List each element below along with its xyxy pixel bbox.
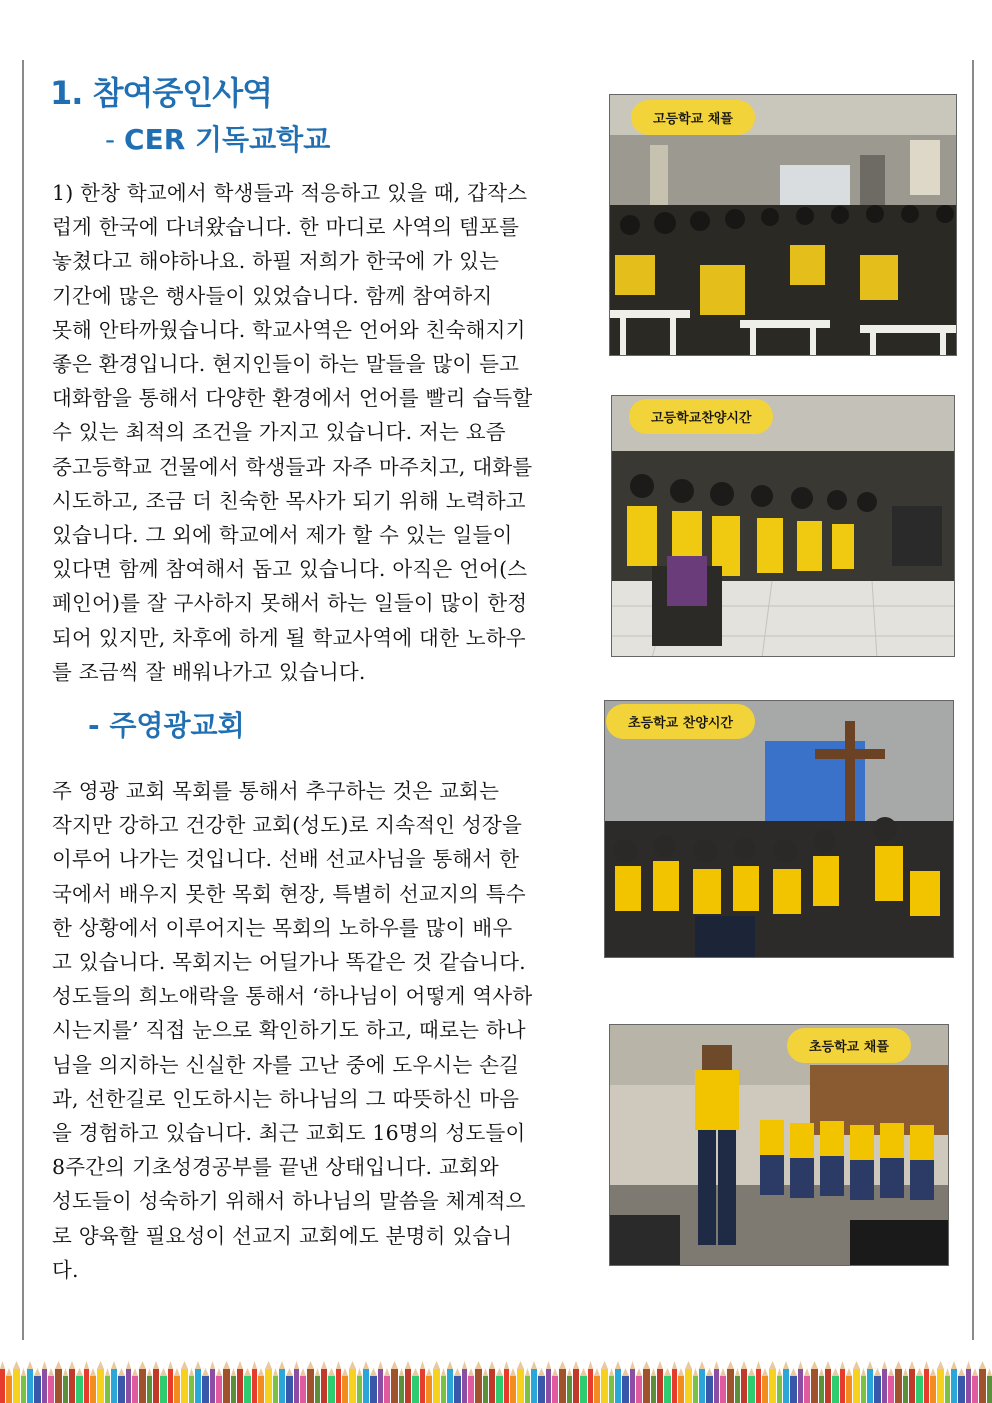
- paragraph-line: 한 상황에서 이루어지는 목회의 노하우를 많이 배우: [52, 915, 513, 940]
- paragraph-line: 성도들이 성숙하기 위해서 하나님의 말씀을 체계적으: [52, 1189, 526, 1214]
- paragraph-line: 고 있습니다. 목회지는 어딜가나 똑같은 것 같습니다.: [52, 950, 526, 975]
- paragraph-line: 를 조금씩 잘 배워나가고 있습니다.: [52, 659, 366, 684]
- pencil-border-decoration: [0, 1355, 992, 1403]
- photo-caption: 초등학교 채플: [787, 1028, 911, 1063]
- paragraph-line: 시도하고, 조금 더 친숙한 목사가 되기 위해 노력하고: [52, 488, 526, 513]
- paragraph-line: 주 영광 교회 목회를 통해서 추구하는 것은 교회는: [52, 779, 500, 803]
- students-worship-image: [612, 396, 955, 657]
- subheading-prefix: CER: [124, 123, 195, 156]
- paragraph-line: 로 양육할 필요성이 선교지 교회에도 분명히 있습니: [52, 1223, 513, 1248]
- subheading-dash: -: [88, 709, 110, 742]
- paragraph-line: 수 있는 최적의 조건을 가지고 있습니다. 저는 요즘: [52, 420, 506, 445]
- paragraph-line: 럽게 한국에 다녀왔습니다. 한 마디로 사역의 템포를: [52, 215, 520, 240]
- photo-elementary-chapel: [609, 1024, 949, 1266]
- photo-scene: [611, 395, 955, 657]
- photo-caption: 고등학교찬양시간: [629, 399, 773, 434]
- paragraph-line: 못해 안타까웠습니다. 학교사역은 언어와 친숙해지기: [52, 317, 526, 342]
- paragraph-line: 작지만 강하고 건강한 교회(성도)로 지속적인 성장을: [52, 813, 523, 838]
- paragraph-line: 8주간의 기초성경공부를 끝낸 상태입니다. 교회와: [52, 1155, 499, 1180]
- photo-elementary-worship: [604, 700, 954, 958]
- section-title: 1. 참여중인사역: [50, 74, 273, 112]
- subheading-name: 기독교학교: [195, 123, 331, 156]
- photo-high-school-chapel: [609, 94, 957, 356]
- paragraph-line: 님을 의지하는 신실한 자를 고난 중에 도우시는 손길: [52, 1052, 520, 1077]
- paragraph-line: 1) 한창 학교에서 학생들과 적응하고 있을 때, 갑작스: [52, 181, 528, 205]
- paragraph-line: 기간에 많은 행사들이 있었습니다. 함께 참여하지: [52, 283, 493, 308]
- children-worship-image: [605, 701, 954, 958]
- subheading-church: [88, 704, 245, 744]
- subheading-dash: -: [105, 123, 125, 156]
- paragraph-line: 있다면 함께 참여해서 돕고 있습니다. 아직은 언어(스: [52, 557, 528, 582]
- right-border-line: [972, 60, 974, 1340]
- church-ministry-paragraph: [52, 774, 604, 1287]
- paragraph-line: 국에서 배우지 못한 목회 현장, 특별히 선교지의 특수: [52, 881, 526, 906]
- left-border-line: [22, 60, 24, 1340]
- paragraph-line: 을 경험하고 있습니다. 최근 교회도 16명의 성도들이: [52, 1121, 526, 1146]
- subheading-name: 주영광교회: [109, 709, 245, 742]
- subheading-cer-school: [105, 118, 330, 158]
- photo-caption: 초등학교 찬양시간: [606, 704, 755, 739]
- paragraph-line: 다.: [52, 1257, 79, 1282]
- paragraph-line: 이루어 나가는 것입니다. 선배 선교사님을 통해서 한: [52, 847, 520, 872]
- paragraph-line: 놓쳤다고 해야하나요. 하필 저희가 한국에 가 있는: [52, 249, 500, 274]
- paragraph-line: 되어 있지만, 차후에 하게 될 학교사역에 대한 노하우: [52, 625, 526, 650]
- paragraph-line: 대화함을 통해서 다양한 환경에서 언어를 빨리 습득할: [52, 386, 533, 411]
- paragraph-line: 과, 선한길로 인도하시는 하나님의 그 따뜻하신 마음: [52, 1086, 520, 1111]
- photo-caption: 고등학교 채플: [631, 100, 755, 135]
- paragraph-line: 페인어)를 잘 구사하지 못해서 하는 일들이 많이 한정: [52, 591, 528, 616]
- paragraph-line: 성도들의 희노애락을 통해서 ‘하나님이 어떻게 역사하: [52, 984, 533, 1009]
- paragraph-line: 좋은 환경입니다. 현지인들이 하는 말들을 많이 듣고: [52, 352, 520, 377]
- photo-high-school-worship: [611, 395, 955, 657]
- paragraph-line: 있습니다. 그 외에 학교에서 제가 할 수 있는 일들이: [52, 523, 513, 548]
- school-ministry-paragraph: [52, 176, 608, 689]
- paragraph-line: 중고등학교 건물에서 학생들과 자주 마주치고, 대화를: [52, 454, 533, 479]
- paragraph-line: 시는지를’ 직접 눈으로 확인하기도 하고, 때로는 하나: [52, 1018, 526, 1043]
